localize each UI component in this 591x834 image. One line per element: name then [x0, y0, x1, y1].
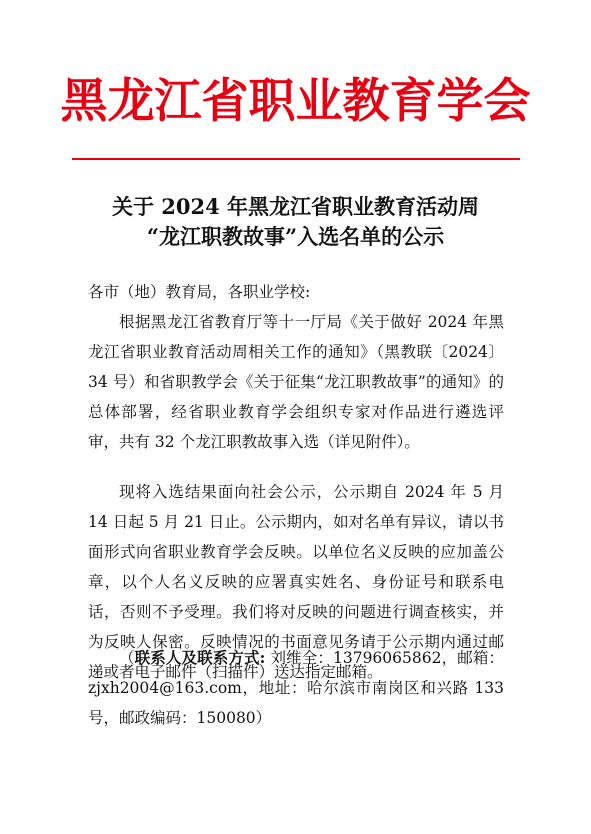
header-org-name: 黑龙江省职业教育学会 — [60, 74, 531, 129]
paragraph-contact — [88, 643, 504, 733]
header-divider — [72, 158, 520, 160]
contact-label: 联系人及联系方式: — [134, 648, 266, 667]
paragraph-publicity: 现将入选结果面向社会公示，公示期自 2024 年 5 月 14 日起 5 月 21 日止。公示期内，如对名单有异议，请以书面形式向省职业教育学会反映。以单位名义反映的应加盖公章，以个人名义反映的应署真实姓名、身份证号和联系电话，否则不予受理。我们将对反映的问题进行调查核实，并为反映人保密。反映情况的书面意见务请于公示期内通过邮递或者电子邮件（扫描件）送达指定邮箱。 — [88, 483, 504, 681]
salutation: 各市（地）教育局，各职业学校: — [88, 283, 311, 301]
document-title-line-1: 关于 2024 年黑龙江省职业教育活动周 — [111, 194, 480, 219]
contact-details: 刘维全：13796065862，邮箱：zjxh2004@163.com，地址：哈尔滨市南岗区和兴路 133 号，邮政编码：150080） — [88, 649, 504, 727]
document-title-line-2: “龙江职教故事”入选名单的公示 — [146, 224, 445, 249]
paragraph-basis: 根据黑龙江省教育厅等十一厅局《关于做好 2024 年黑龙江省职业教育活动周相关工作的通知》（黑教联〔2024〕34 号）和省职教学会《关于征集“龙江职教故事”的通知》的总体部署，经省职业教育学会组织专家对作品进行遴选评审，共有 32 个龙江职教故事入选（详见附件）。 — [88, 313, 504, 451]
contact-open-paren: （ — [119, 649, 135, 667]
